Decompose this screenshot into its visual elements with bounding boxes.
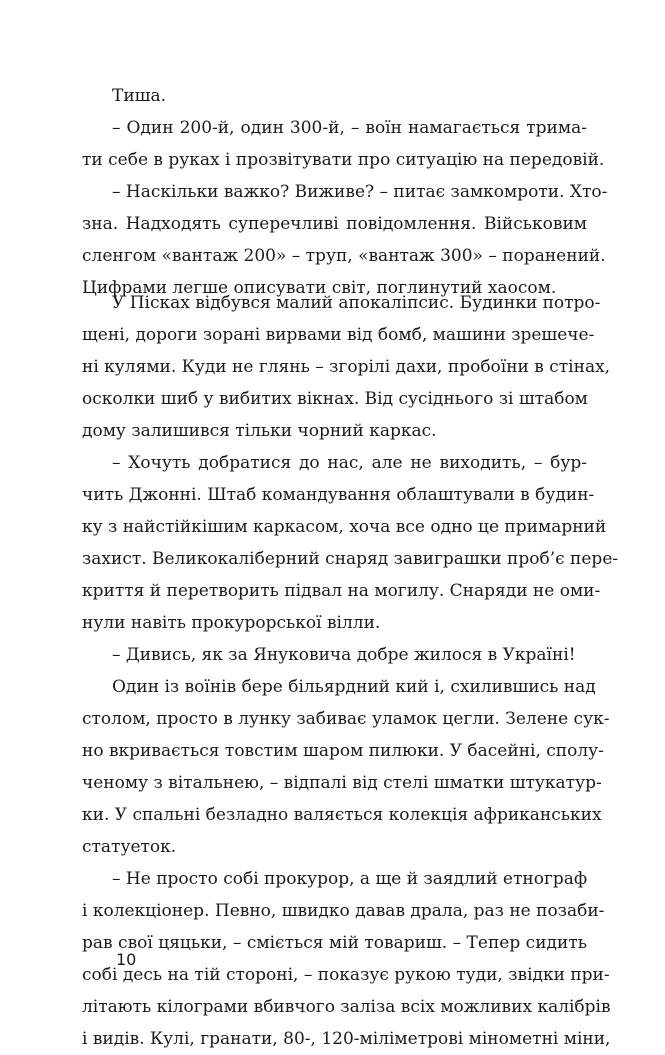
text-line: чить Джонні. Штаб командування облаштували в будин- [82, 485, 595, 505]
page-number: 10 [116, 950, 137, 969]
text-line: і колекціонер. Певно, швидко давав драла, раз не позаби- [82, 901, 605, 921]
text-line: рав свої цяцьки, – сміється мій товариш. – Тепер сидить [82, 933, 587, 953]
text-line: но вкривається товстим шаром пилюки. У басейні, сполу- [82, 741, 604, 761]
text-section-1 [82, 80, 608, 304]
text-line: дому залишився тільки чорний каркас. [82, 421, 437, 441]
text-line: ку з найстійкішим каркасом, хоча все одно це примарний [82, 517, 607, 537]
text-line: ти себе в руках і прозвітувати про ситуацію на передовій. [82, 150, 605, 170]
text-line: ки. У спальні безладно валяється колекція африканських [82, 805, 602, 825]
text-line: зна. Надходять суперечливі повідомлення. Військовим [82, 214, 587, 234]
text-line: – Один 200-й, один 300-й, – воїн намагається трима- [112, 118, 587, 138]
text-line: У Пісках відбувся малий апокаліпсис. Будинки потро- [112, 293, 601, 313]
text-line: собі десь на тій стороні, – показує рукою туди, звідки при- [82, 965, 610, 985]
text-line: літають кілограми вбивчого заліза всіх можливих калібрів [82, 997, 611, 1017]
text-line: і видів. Кулі, гранати, 80-, 120-міліметрові мінометні міни, [82, 1029, 611, 1049]
text-line: Тиша. [112, 86, 167, 106]
text-line: Один із воїнів бере більярдний кий і, схилившись над [112, 677, 596, 697]
text-line: осколки шиб у вибитих вікнах. Від сусіднього зі штабом [82, 389, 588, 409]
text-line: статуеток. [82, 837, 177, 857]
text-line: сленгом «вантаж 200» – труп, «вантаж 300» – поранений. [82, 246, 606, 266]
text-line: – Не просто собі прокурор, а ще й заядлий етнограф [112, 869, 588, 889]
text-line: столом, просто в лунку забиває уламок цегли. Зелене сук- [82, 709, 610, 729]
text-line: нули навіть прокурорської вілли. [82, 613, 381, 633]
text-line: криття й перетворить підвал на могилу. Снаряди не оми- [82, 581, 601, 601]
text-line: ні кулями. Куди не глянь – згорілі дахи, пробоїни в стінах, [82, 357, 611, 377]
text-line: Цифрами легше описувати світ, поглинутий хаосом. [82, 278, 557, 298]
text-line: ченому з вітальнею, – відпалі від стелі шматки штукатур- [82, 773, 602, 793]
text-line: захист. Великокаліберний снаряд завиграшки проб’є пере- [82, 549, 619, 569]
text-line: – Хочуть добратися до нас, але не виходить, – бур- [112, 453, 587, 473]
text-line: – Наскільки важко? Виживе? – питає замкомроти. Хто- [112, 182, 608, 202]
text-line: щені, дороги зорані вирвами від бомб, машини зрешече- [82, 325, 595, 345]
text-line: – Дивись, як за Януковича добре жилося в Україні! [112, 645, 576, 665]
text-section-2 [82, 287, 619, 1055]
